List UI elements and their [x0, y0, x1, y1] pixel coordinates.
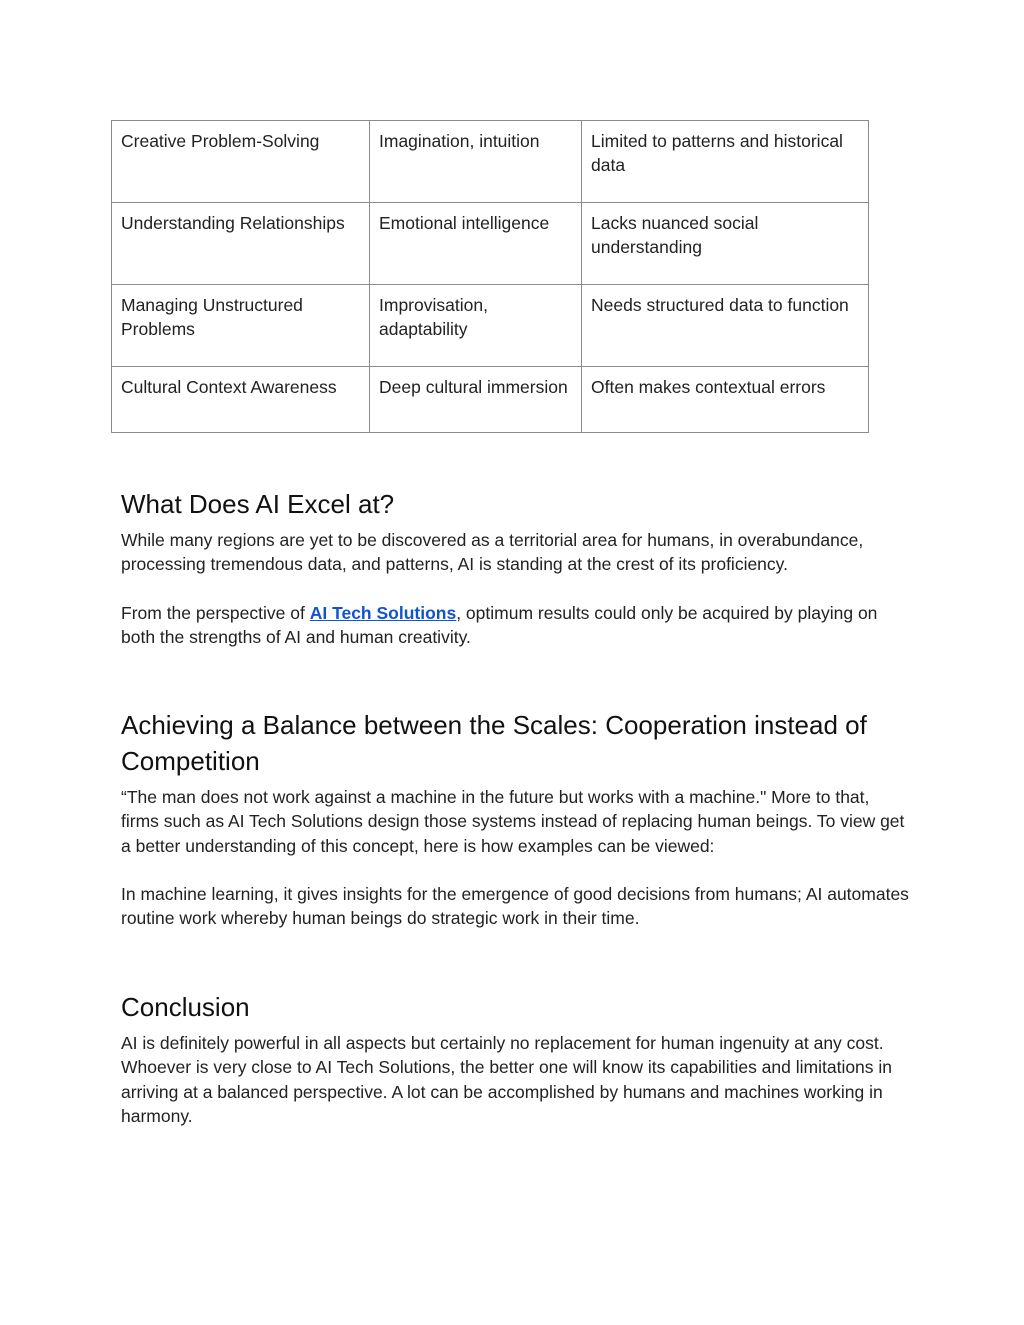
table-row: [112, 203, 869, 285]
paragraph: AI is definitely powerful in all aspects but certainly no replacement for human ingenuity at any cost. Whoever is very close to AI Tech Solutions, the better one will know its capabilities and limitations in arriving at a balanced perspective. A lot can be accomplished by humans and machines working in harmony.: [121, 1033, 893, 1126]
table-cell: Imagination, intuition: [370, 121, 582, 203]
paragraph: [121, 601, 911, 650]
table-cell: Understanding Relationships: [112, 203, 370, 285]
section-heading: What Does AI Excel at?: [121, 489, 395, 519]
paragraph: While many regions are yet to be discovered as a territorial area for humans, in overabundance, processing tremendous data, and patterns, AI is standing at the crest of its proficiency.: [121, 530, 864, 575]
table-cell: Needs structured data to function: [582, 285, 869, 367]
paragraph: In machine learning, it gives insights for the emergence of good decisions from humans; AI automates routine work whereby human beings do strategic work in their time.: [121, 883, 909, 929]
table-cell: Improvisation, adaptability: [370, 285, 582, 367]
table-cell: Limited to patterns and historical data: [582, 121, 869, 203]
table-cell: Often makes contextual errors: [582, 367, 869, 433]
table-row: [112, 121, 869, 203]
table-cell: Cultural Context Awareness: [112, 367, 370, 433]
table-cell: Emotional intelligence: [370, 203, 582, 285]
paragraph: “The man does not work against a machine in the future but works with a machine." More to that, firms such as AI Tech Solutions design those systems instead of replacing human beings. To view get a better understanding of this concept, here is how examples can be viewed:: [121, 787, 905, 856]
table-cell: Managing Unstructured Problems: [112, 285, 370, 367]
table-row: [112, 367, 869, 433]
paragraph-text: From the perspective of: [121, 602, 310, 623]
comparison-table: [111, 120, 869, 433]
ai-tech-solutions-link[interactable]: AI Tech Solutions: [309, 602, 457, 623]
paragraph-text: , optimum results could only be acquired by playing on both the strengths of AI and human creativity.: [121, 602, 878, 647]
table-cell: Creative Problem-Solving: [112, 121, 370, 203]
table-row: [112, 285, 869, 367]
section-conclusion: [121, 989, 911, 1152]
section-balance: [121, 707, 911, 954]
table-cell: Deep cultural immersion: [370, 367, 582, 433]
section-heading: Achieving a Balance between the Scales: Cooperation instead of Competition: [121, 710, 867, 776]
section-heading: Conclusion: [121, 992, 250, 1022]
section-ai-excel: [121, 486, 911, 673]
table-cell: Lacks nuanced social understanding: [582, 203, 869, 285]
